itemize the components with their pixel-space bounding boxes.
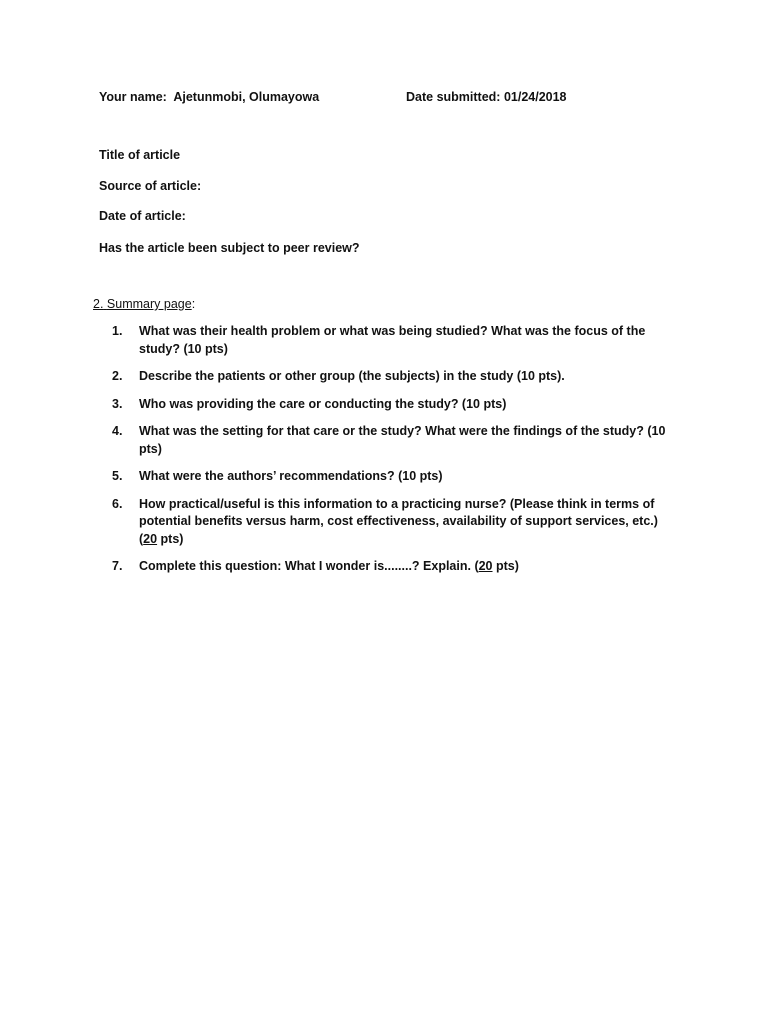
- summary-heading-colon: :: [191, 297, 196, 311]
- summary-heading-number: 2.: [93, 297, 104, 311]
- summary-heading: [93, 296, 195, 313]
- question-text: Who was providing the care or conducting the study? (10 pts): [139, 396, 507, 411]
- question-number: 7.: [112, 559, 123, 573]
- field-date-of-article: Date of article:: [99, 209, 186, 223]
- question-item: [112, 496, 672, 549]
- student-name-line: [99, 89, 319, 106]
- question-number: 4.: [112, 424, 123, 438]
- question-text-before: How practical/useful is this information to a practicing nurse? (Please think in terms of potential benefits versus harm, cost effectiveness, availability of support services, etc.) (: [139, 496, 658, 546]
- name-label: Your name:: [99, 90, 167, 104]
- summary-heading-text: Summary page: [106, 297, 192, 311]
- question-text: What was their health problem or what was being studied? What was the focus of the study? (10 pts): [139, 324, 646, 356]
- question-text: Describe the patients or other group (the subjects) in the study (10 pts).: [139, 369, 565, 383]
- date-value: 01/24/2018: [503, 90, 567, 104]
- question-item: [112, 323, 672, 358]
- question-text: [139, 497, 658, 546]
- question-item: [112, 396, 672, 414]
- name-value: Ajetunmobi, Olumayowa: [173, 90, 320, 104]
- question-item: [112, 368, 672, 386]
- date-submitted-line: [406, 89, 567, 106]
- question-text-before: Complete this question: What I wonder is........? Explain. (: [139, 559, 479, 573]
- question-number: 5.: [112, 469, 123, 483]
- question-item: [112, 423, 672, 458]
- question-text-after: pts): [492, 559, 519, 573]
- question-text: What were the authors’ recommendations? (10 pts): [139, 469, 443, 483]
- question-text-after: pts): [157, 531, 184, 546]
- field-source-of-article: Source of article:: [99, 179, 202, 193]
- field-title-of-article: Title of article: [99, 148, 181, 162]
- question-number: 1.: [112, 324, 123, 338]
- question-number: 2.: [112, 369, 123, 383]
- question-item: [112, 468, 672, 486]
- question-text: What was the setting for that care or the study? What were the findings of the study? (10 pts): [139, 424, 666, 456]
- question-item: [112, 558, 672, 576]
- field-peer-review: Has the article been subject to peer review?: [99, 241, 360, 255]
- question-text: [139, 559, 519, 573]
- question-number: 6.: [112, 496, 123, 511]
- question-points: 20: [478, 559, 493, 573]
- question-points: 20: [143, 531, 158, 546]
- question-number: 3.: [112, 396, 123, 411]
- summary-question-list: [112, 323, 672, 586]
- summary-heading-label: [93, 297, 192, 311]
- date-label: Date submitted:: [406, 90, 501, 104]
